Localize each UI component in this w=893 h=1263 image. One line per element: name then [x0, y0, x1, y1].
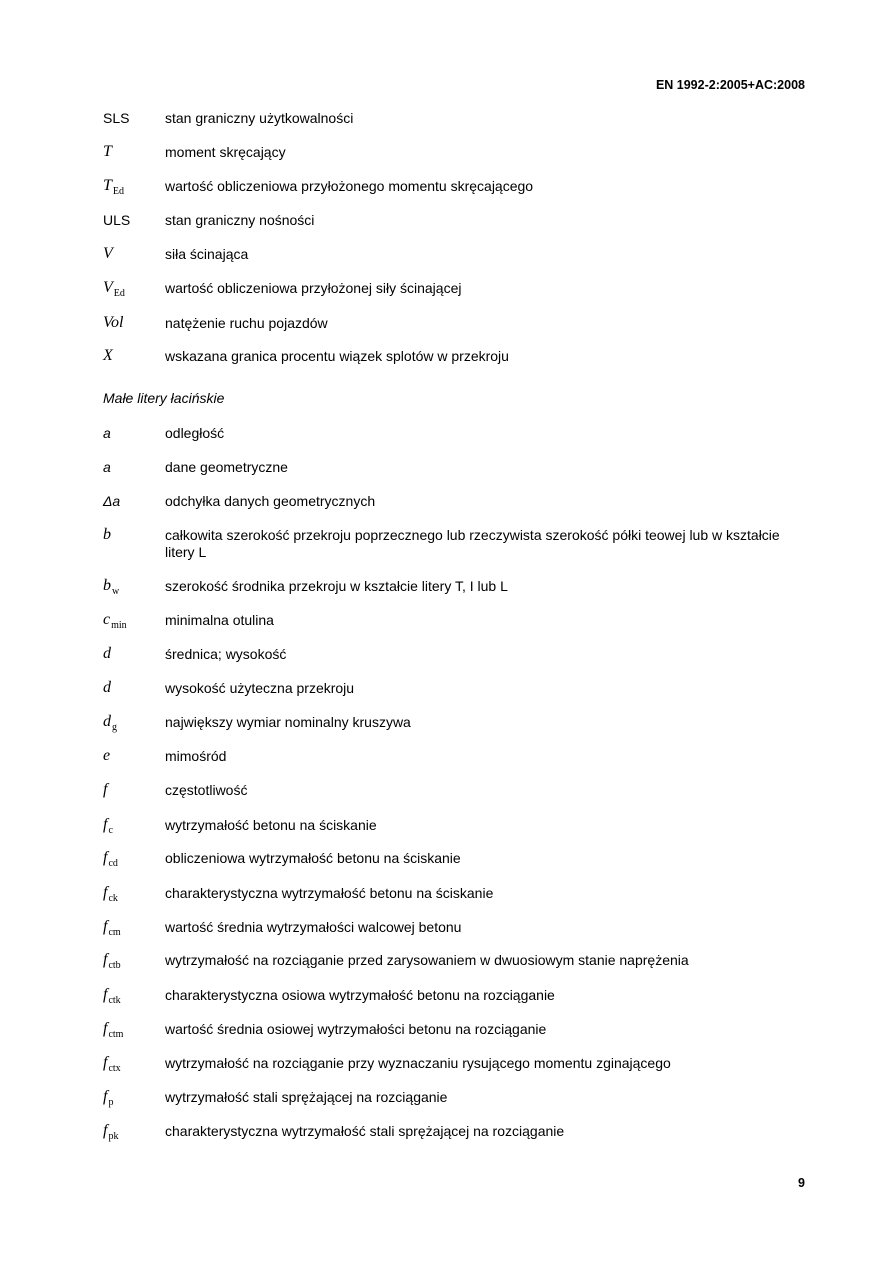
symbol: [103, 951, 163, 969]
symbol: [103, 1020, 163, 1038]
symbol-description: odchyłka danych geometrycznych: [165, 493, 376, 509]
symbol: [103, 279, 163, 297]
symbol: [103, 493, 163, 511]
symbol-main: V: [103, 279, 113, 296]
symbol-description: natężenie ruchu pojazdów: [165, 315, 328, 331]
symbol-main: f: [103, 816, 108, 833]
symbol-subscript: c: [108, 825, 113, 836]
symbol-description: stan graniczny użytkowalności: [165, 110, 354, 126]
symbol-main: b: [103, 526, 111, 543]
symbol-main: V: [103, 245, 113, 262]
symbol-description: obliczeniowa wytrzymałość betonu na ściskanie: [165, 850, 461, 866]
symbol-main: e: [103, 747, 111, 764]
symbol-description: charakterystyczna wytrzymałość betonu na ściskanie: [165, 885, 494, 901]
symbol-description: dane geometryczne: [165, 459, 288, 475]
symbol-description: wartość średnia wytrzymałości walcowej betonu: [165, 919, 462, 935]
symbol-main: f: [103, 1088, 108, 1105]
symbol-subscript: ctx: [108, 1063, 121, 1074]
symbol-main: f: [103, 884, 108, 901]
symbol-description: wysokość użyteczna przekroju: [165, 680, 355, 696]
symbol-description: siła ścinająca: [165, 246, 249, 262]
symbol: [103, 526, 163, 544]
symbol-main: f: [103, 781, 108, 798]
symbol: [103, 245, 163, 263]
symbol-description: największy wymiar nominalny kruszywa: [165, 714, 411, 730]
symbol-description: wytrzymałość na rozciąganie przed zarysowaniem w dwuosiowym stanie naprężenia: [165, 952, 689, 968]
symbol-subscript: Ed: [113, 288, 125, 299]
symbol-main: T: [103, 143, 112, 160]
symbol: [103, 177, 163, 195]
section-heading-lowercase-latin: Małe litery łacińskie: [103, 390, 225, 406]
symbol: [103, 884, 163, 902]
symbol: [103, 1122, 163, 1140]
symbol-description: wytrzymałość na rozciąganie przy wyznaczaniu rysującego momentu zginającego: [165, 1055, 671, 1071]
symbol: [103, 849, 163, 867]
symbol-description: odległość: [165, 425, 225, 441]
symbol-subscript: cd: [108, 858, 118, 869]
symbol-subscript: ctm: [108, 1029, 124, 1040]
symbol-description: wartość obliczeniowa przyłożonego momentu skręcającego: [165, 178, 534, 194]
symbol-description: wartość średnia osiowej wytrzymałości betonu na rozciąganie: [165, 1021, 547, 1037]
symbol: [103, 713, 163, 731]
document-header: EN 1992-2:2005+AC:2008: [655, 78, 805, 92]
symbol-main: f: [103, 986, 108, 1003]
symbol-description: wskazana granica procentu wiązek splotów w przekroju: [165, 348, 509, 364]
symbol-subscript: Ed: [112, 186, 125, 197]
symbol-description: całkowita szerokość przekroju poprzecznego lub rzeczywista szerokość półki teowej lub w kształcie litery L: [165, 527, 780, 560]
symbol-main: a: [103, 459, 111, 475]
symbol-description: mimośród: [165, 748, 227, 764]
symbol: [103, 459, 163, 477]
symbol: [103, 1088, 163, 1106]
symbol: [103, 347, 163, 365]
symbol-description: wartość obliczeniowa przyłożonej siły ścinającej: [165, 280, 462, 296]
symbol-main: Vol: [103, 314, 124, 331]
symbol-subscript: g: [112, 722, 117, 733]
symbol: [103, 611, 163, 629]
symbol-main: f: [103, 1020, 108, 1037]
symbol: [103, 577, 163, 595]
symbol: [103, 679, 163, 697]
symbol: [103, 1054, 163, 1072]
symbol: [103, 747, 163, 765]
symbol: [103, 816, 163, 834]
symbol-description: charakterystyczna wytrzymałość stali sprężającej na rozciąganie: [165, 1123, 565, 1139]
symbol-description: wytrzymałość stali sprężającej na rozciąganie: [165, 1089, 448, 1105]
symbol-main: b: [103, 577, 111, 594]
symbol-description: minimalna otulina: [165, 612, 274, 628]
symbol: [103, 143, 163, 161]
symbol: [103, 918, 163, 936]
page-number: 9: [798, 1176, 805, 1190]
symbol-main: f: [103, 918, 108, 935]
symbol: [103, 314, 163, 332]
symbol-main: f: [103, 1122, 108, 1139]
symbol-description: stan graniczny nośności: [165, 212, 315, 228]
symbol-main: SLS: [103, 110, 130, 126]
symbol-main: a: [103, 425, 111, 441]
symbol-main: f: [103, 1054, 108, 1071]
symbol-main: d: [103, 679, 111, 696]
symbol-subscript: ck: [108, 893, 118, 904]
symbol-main: X: [103, 347, 113, 364]
symbol: [103, 110, 163, 128]
symbol-subscript: w: [112, 586, 120, 597]
symbol: [103, 986, 163, 1004]
symbol-subscript: p: [108, 1097, 114, 1108]
symbol: [103, 212, 163, 230]
symbol: [103, 425, 163, 443]
symbol-subscript: min: [111, 620, 127, 631]
symbol-main: Δa: [103, 493, 121, 509]
symbol-subscript: ctb: [108, 960, 121, 971]
symbol-main: c: [103, 611, 111, 628]
symbol-description: wytrzymałość betonu na ściskanie: [165, 817, 377, 833]
symbol-main: f: [103, 951, 108, 968]
symbol-subscript: cm: [108, 927, 121, 938]
symbol-description: średnica; wysokość: [165, 646, 287, 662]
symbol: [103, 781, 163, 799]
symbol-subscript: pk: [108, 1131, 119, 1142]
symbol-main: ULS: [103, 212, 131, 228]
symbol: [103, 645, 163, 663]
symbol-main: f: [103, 849, 108, 866]
symbol-description: charakterystyczna osiowa wytrzymałość betonu na rozciąganie: [165, 987, 555, 1003]
symbol-description: częstotliwość: [165, 782, 248, 798]
symbol-main: T: [103, 177, 112, 194]
symbol-description: moment skręcający: [165, 144, 286, 160]
symbol-subscript: ctk: [108, 995, 121, 1006]
symbol-main: d: [103, 645, 111, 662]
symbol-description: szerokość środnika przekroju w kształcie litery T, I lub L: [165, 578, 508, 594]
symbol-main: d: [103, 713, 111, 730]
